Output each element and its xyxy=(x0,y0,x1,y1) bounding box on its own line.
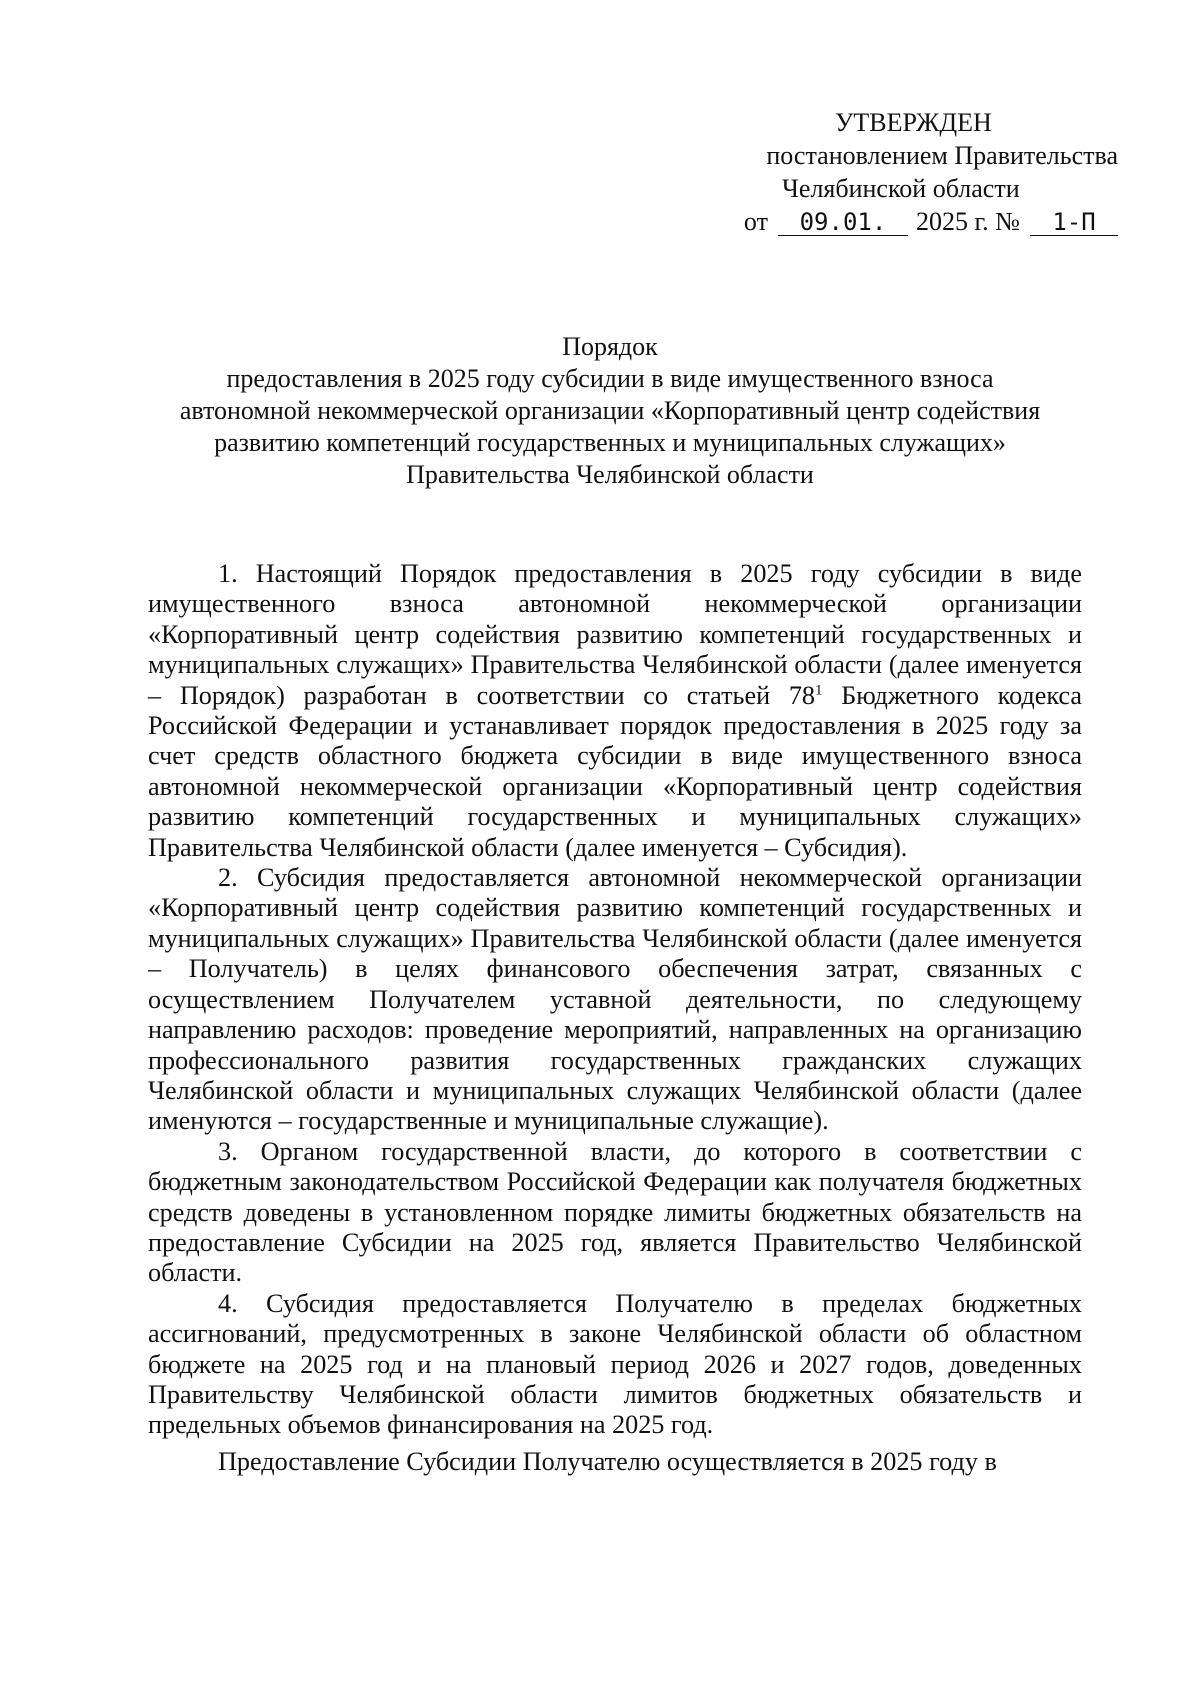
paragraph-5: Предоставление Субсидии Получателю осуществляется в 2025 году в xyxy=(218,1446,997,1476)
approval-heading: УТВЕРЖДЕН xyxy=(835,108,992,137)
paragraph-1-text-a: 1. Настоящий Порядок предоставления в 2025 году субсидии в виде имущественного взноса автономной некоммерческой организации «Корпоративный центр содействия развитию компетенций государственных и муниципальных служащих» Правительства Челябинской области (далее именуется – Порядок) разработан в соответствии со статьей 78 xyxy=(148,559,1082,710)
approval-date-line xyxy=(718,205,1118,238)
paragraph-2: 2. Субсидия предоставляется автономной некоммерческой организации «Корпоративный центр содействия развитию компетенций государственных и муниципальных служащих» Правительства Челябинской области (далее именуется – Получатель) в целях финансового обеспечения затрат, связанных с осуществлением Получателем уставной деятельности, по следующему направлению расходов: проведение мероприятий, направленных на организацию профессионального развития государственных гражданских служащих Челябинской области и муниципальных служащих Челябинской области (далее именуются – государственные и муниципальные служащие). xyxy=(148,863,1082,1136)
document-number: 1-П xyxy=(1030,209,1118,236)
title-line-3: автономной некоммерческой организации «Корпоративный центр содействия xyxy=(179,396,1041,425)
article-superscript: 1 xyxy=(815,681,823,698)
year-text: 2025 г. № xyxy=(915,207,1020,236)
approval-line-1: постановлением Правительства xyxy=(766,141,1118,170)
paragraph-1 xyxy=(148,559,1082,863)
paragraph-3: 3. Органом государственной власти, до которого в соответствии с бюджетным законодательством Российской Федерации как получателя бюджетных средств доведены в установленном порядке лимиты бюджетных обязательств на предоставление Субсидии на 2025 год, является Правительство Челябинской области. xyxy=(148,1136,1082,1288)
title-line-5: Правительства Челябинской области xyxy=(406,460,814,489)
approval-stamp xyxy=(718,106,1118,238)
approval-line-2: Челябинской области xyxy=(782,174,1020,203)
date-value: 09.01. xyxy=(778,209,908,236)
document-title xyxy=(140,331,1080,491)
paragraph-1-text-b: Бюджетного кодекса Российской Федерации и устанавливает порядок предоставления в 2025 году за счет средств областного бюджета субсидии в виде имущественного взноса автономной некоммерческой организации «Корпоративный центр содействия развитию компетенций государственных и муниципальных служащих» Правительства Челябинской области (далее именуется – Субсидия). xyxy=(148,680,1082,862)
title-line-4: развитию компетенций государственных и муниципальных служащих» xyxy=(214,428,1006,457)
title-line-1: Порядок xyxy=(562,332,658,361)
document-body xyxy=(148,559,1082,1477)
date-prefix: от xyxy=(743,207,768,236)
title-line-2: предоставления в 2025 году субсидии в виде имущественного взноса xyxy=(226,364,994,393)
paragraph-4: 4. Субсидия предоставляется Получателю в пределах бюджетных ассигнований, предусмотренных в законе Челябинской области об областном бюджете на 2025 год и на плановый период 2026 и 2027 годов, доведенных Правительству Челябинской области лимитов бюджетных обязательств и предельных объемов финансирования на 2025 год. xyxy=(148,1288,1082,1440)
